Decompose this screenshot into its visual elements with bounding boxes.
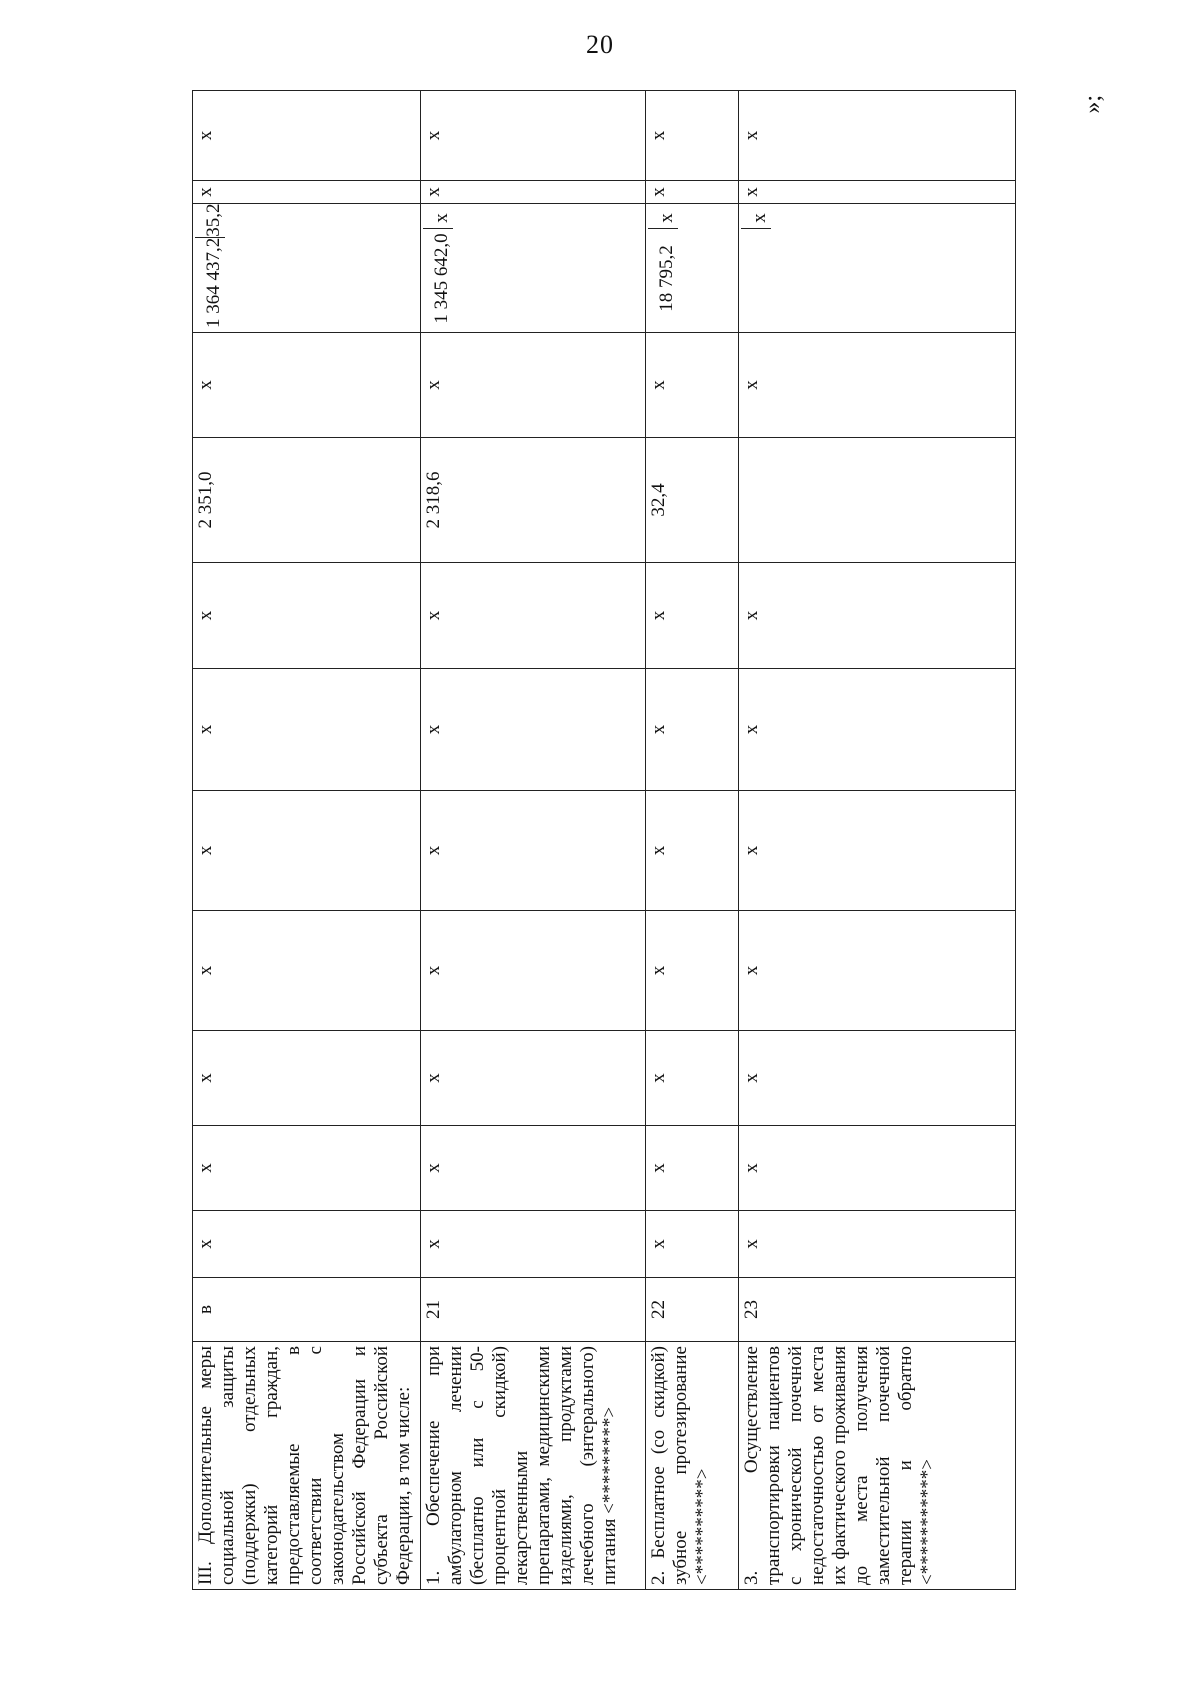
cell-x: х (646, 911, 739, 1031)
cell-x: х (739, 333, 1016, 438)
cell-x: х (193, 1211, 421, 1278)
data-table (192, 90, 1016, 1590)
row-description: 1. Обеспечение при амбулаторном лечении (бесплатно или с 50-процентной скидкой) лекарственными препаратами, медицинскими изделиями, продуктами лечебного (энтерального) питания <*********> (421, 1342, 646, 1590)
cell-x: х (421, 563, 646, 669)
cell-x: х (739, 181, 1016, 204)
cell-x: х (739, 791, 1016, 911)
cell-x: х (739, 1211, 1016, 1278)
cell-amount-share (421, 204, 646, 333)
row-code: в (193, 1278, 421, 1342)
cell-x: х (421, 333, 646, 438)
cell-value: 2 351,0 (193, 438, 421, 563)
row-code: 23 (739, 1278, 1016, 1342)
cell-x: х (421, 791, 646, 911)
cell-value: 1 345 642,0 (431, 233, 452, 324)
cell-value: 18 795,2 (656, 245, 677, 312)
table-row (421, 91, 646, 1590)
cell-x: х (646, 563, 739, 669)
cell-amount-share (193, 204, 421, 333)
row-description: III. Дополнительные меры социальной защиты (поддержки) отдельных категорий граждан, предоставляемые в соответствии с законодательством Российской Федерации и субъекта Российской Федерации, в том числе: (193, 1342, 421, 1590)
table-row (739, 91, 1016, 1590)
row-description: 3. Осуществление транспортировки пациентов с хронической почечной недостаточностью от места их фактического проживания до места получения заместительной почечной терапии и обратно <***********> (739, 1342, 1016, 1590)
cell-x: х (646, 181, 739, 204)
cell-x: х (739, 563, 1016, 669)
page-number: 20 (586, 30, 614, 59)
closing-mark: »; (1080, 95, 1106, 114)
cell-value: х (741, 208, 771, 229)
cell-x: х (421, 911, 646, 1031)
cell-x: х (646, 91, 739, 181)
cell-x: х (646, 1211, 739, 1278)
cell-x: х (193, 563, 421, 669)
rotated-table-wrapper (192, 90, 1014, 1590)
cell-x: х (646, 669, 739, 791)
cell-x: х (421, 669, 646, 791)
cell-x: х (739, 911, 1016, 1031)
row-code: 22 (646, 1278, 739, 1342)
cell-value: х (423, 208, 453, 229)
cell-x: х (193, 791, 421, 911)
cell-x: х (193, 333, 421, 438)
cell-x: х (646, 791, 739, 911)
cell-x: х (421, 181, 646, 204)
cell-x: х (193, 1126, 421, 1211)
cell-amount-share (739, 204, 1016, 333)
cell-value (739, 438, 1016, 563)
cell-value: х (648, 208, 678, 229)
cell-value (741, 229, 771, 328)
cell-x: х (421, 1031, 646, 1126)
table-body (193, 91, 1016, 1590)
row-description: 2. Бесплатное (со скидкой) зубное протезирование <**********> (646, 1342, 739, 1590)
cell-x: х (739, 91, 1016, 181)
cell-x: х (193, 669, 421, 791)
cell-value: 2 318,6 (421, 438, 646, 563)
cell-value: 35,2 (195, 204, 225, 238)
cell-x: х (193, 181, 421, 204)
cell-x: х (739, 1031, 1016, 1126)
cell-x: х (421, 1211, 646, 1278)
cell-x: х (421, 91, 646, 181)
cell-x: х (739, 1126, 1016, 1211)
cell-x: х (646, 1126, 739, 1211)
cell-value: 1 364 437,2 (203, 237, 224, 328)
table-row (193, 91, 421, 1590)
cell-value: 32,4 (646, 438, 739, 563)
table-row (646, 91, 739, 1590)
cell-x: х (193, 91, 421, 181)
cell-x: х (739, 669, 1016, 791)
cell-x: х (421, 1126, 646, 1211)
cell-x: х (193, 911, 421, 1031)
cell-amount-share (646, 204, 739, 333)
row-code: 21 (421, 1278, 646, 1342)
cell-x: х (646, 333, 739, 438)
cell-x: х (646, 1031, 739, 1126)
cell-x: х (193, 1031, 421, 1126)
